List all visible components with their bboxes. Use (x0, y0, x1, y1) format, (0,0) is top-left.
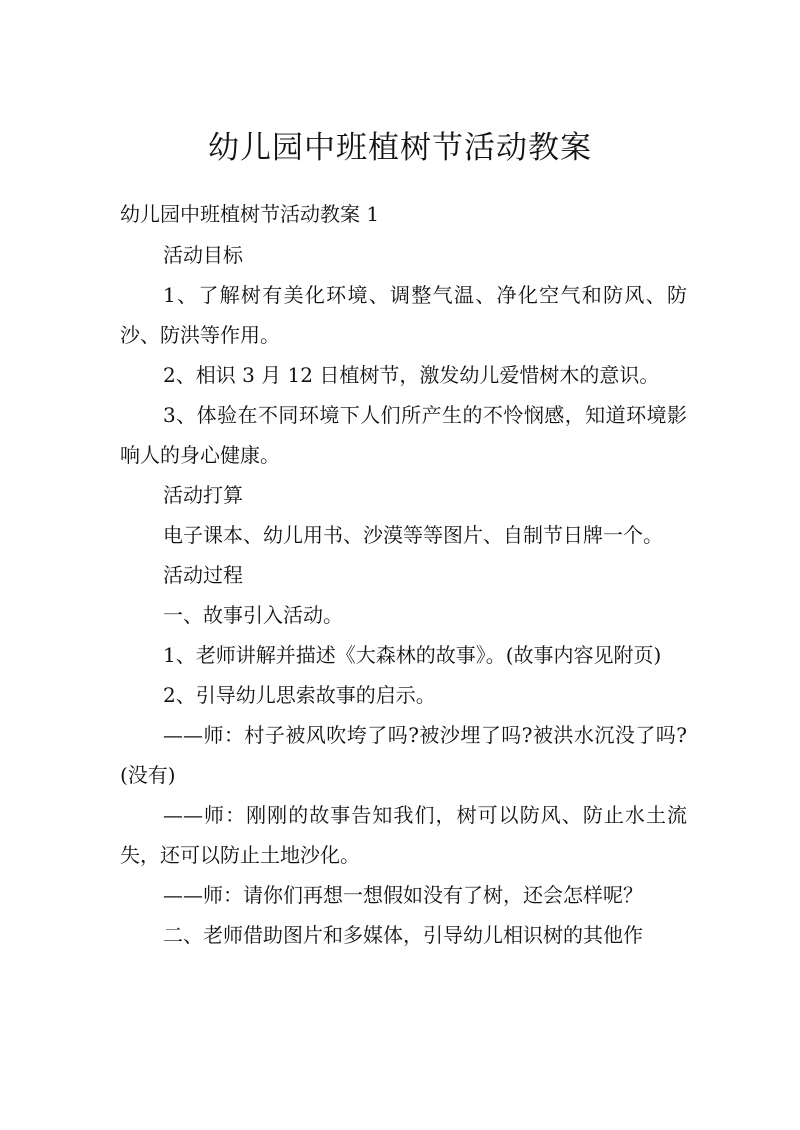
document-subtitle: 幼儿园中班植树节活动教案 1 (120, 202, 380, 226)
paragraph-dialogue-1: ——师：村子被风吹垮了吗?被沙埋了吗?被洪水沉没了吗?(没有) (120, 723, 687, 787)
paragraph-goal-2: 2、相识 3 月 12 日植树节，激发幼儿爱惜树木的意识。 (163, 363, 660, 387)
paragraph-process-heading: 活动过程 (163, 563, 243, 587)
document-body (120, 235, 687, 955)
document-title: 幼儿园中班植树节活动教案 (208, 130, 592, 166)
paragraph-goal-3: 3、体验在不同环境下人们所产生的不怜悯感，知道环境影响人的身心健康。 (120, 403, 687, 467)
paragraph-prep-materials: 电子课本、幼儿用书、沙漠等等图片、自制节日牌一个。 (163, 523, 663, 547)
paragraph-goal-1: 1、了解树有美化环境、调整气温、净化空气和防风、防沙、防洪等作用。 (120, 283, 687, 347)
paragraph-step-1-2: 2、引导幼儿思索故事的启示。 (163, 683, 436, 707)
paragraph-step-1-1: 1、老师讲解并描述《大森林的故事》。(故事内容见附页) (163, 643, 662, 667)
paragraph-step-1: 一、故事引入活动。 (163, 603, 343, 627)
paragraph-goal-heading: 活动目标 (163, 243, 243, 267)
paragraph-dialogue-2: ——师：刚刚的故事告知我们，树可以防风、防止水土流失，还可以防止土地沙化。 (120, 803, 687, 867)
paragraph-prep-heading: 活动打算 (163, 483, 243, 507)
paragraph-step-2: 二、老师借助图片和多媒体，引导幼儿相识树的其他作 (163, 923, 643, 947)
paragraph-dialogue-3: ——师：请你们再想一想假如没有了树，还会怎样呢？ (163, 883, 643, 907)
